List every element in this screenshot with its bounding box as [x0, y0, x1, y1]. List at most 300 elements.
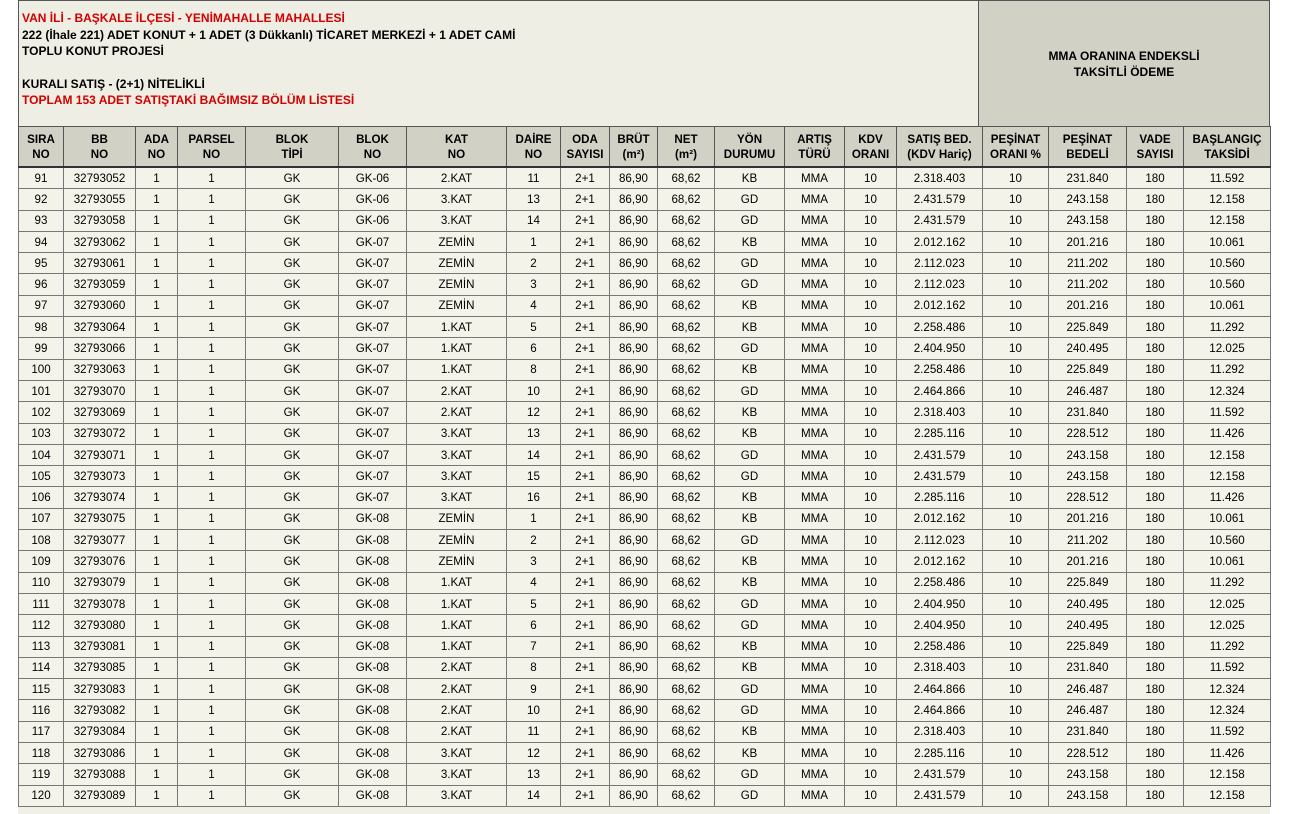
table-cell: 1.KAT: [407, 593, 507, 614]
table-cell: 2+1: [561, 338, 610, 359]
table-cell: 180: [1127, 444, 1184, 465]
table-cell: GK: [246, 636, 339, 657]
table-cell: MMA: [785, 189, 845, 210]
table-cell: 12.158: [1184, 444, 1271, 465]
table-cell: 2+1: [561, 253, 610, 274]
table-cell: 68,62: [658, 636, 715, 657]
table-cell: 3: [507, 274, 561, 295]
table-cell: 180: [1127, 764, 1184, 785]
table-cell: 10: [983, 274, 1049, 295]
table-cell: 8: [507, 657, 561, 678]
table-cell: 1: [178, 189, 246, 210]
table-cell: 86,90: [610, 721, 658, 742]
table-cell: 2+1: [561, 466, 610, 487]
table-cell: 68,62: [658, 700, 715, 721]
table-cell: 86,90: [610, 274, 658, 295]
table-cell: GK-08: [339, 593, 407, 614]
table-cell: 10: [507, 380, 561, 401]
table-cell: 11: [507, 721, 561, 742]
table-cell: 1: [178, 295, 246, 316]
table-row: [19, 679, 1271, 700]
table-cell: KB: [715, 359, 785, 380]
table-cell: 10: [983, 466, 1049, 487]
table-cell: 10: [845, 743, 897, 764]
table-cell: 32793074: [64, 487, 136, 508]
table-cell: 180: [1127, 657, 1184, 678]
table-cell: GK-07: [339, 380, 407, 401]
document-sheet: [18, 0, 1270, 814]
table-cell: 10: [983, 764, 1049, 785]
table-cell: 2.464.866: [897, 380, 983, 401]
table-cell: 3.KAT: [407, 423, 507, 444]
table-cell: GK-07: [339, 402, 407, 423]
table-cell: GK-07: [339, 317, 407, 338]
table-cell: MMA: [785, 274, 845, 295]
table-cell: 1: [178, 508, 246, 529]
table-cell: MMA: [785, 317, 845, 338]
column-header: SATIŞ BED. (KDV Hariç): [897, 127, 983, 168]
table-cell: 11.292: [1184, 636, 1271, 657]
table-cell: 10: [845, 380, 897, 401]
table-cell: 246.487: [1049, 380, 1127, 401]
table-cell: 1: [136, 508, 178, 529]
table-cell: 11.426: [1184, 487, 1271, 508]
table-cell: 1: [178, 615, 246, 636]
table-cell: 1: [136, 466, 178, 487]
table-cell: GK: [246, 295, 339, 316]
table-cell: 2+1: [561, 317, 610, 338]
table-cell: 68,62: [658, 743, 715, 764]
table-cell: 2.KAT: [407, 679, 507, 700]
table-cell: 1: [178, 338, 246, 359]
table-cell: MMA: [785, 380, 845, 401]
table-row: [19, 636, 1271, 657]
table-cell: 1.KAT: [407, 615, 507, 636]
table-cell: 201.216: [1049, 508, 1127, 529]
column-header: ARTIŞ TÜRÜ: [785, 127, 845, 168]
table-cell: 68,62: [658, 317, 715, 338]
table-cell: MMA: [785, 636, 845, 657]
table-cell: 68,62: [658, 444, 715, 465]
table-cell: 32793088: [64, 764, 136, 785]
column-header: BB NO: [64, 127, 136, 168]
table-cell: 2+1: [561, 402, 610, 423]
table-cell: MMA: [785, 466, 845, 487]
project-type: TOPLU KONUT PROJESİ: [22, 44, 164, 58]
table-row: [19, 700, 1271, 721]
table-cell: 180: [1127, 679, 1184, 700]
column-header: BLOK NO: [339, 127, 407, 168]
table-cell: 10: [845, 338, 897, 359]
table-cell: 68,62: [658, 338, 715, 359]
table-cell: 2+1: [561, 615, 610, 636]
table-cell: 1: [136, 530, 178, 551]
table-cell: GK: [246, 572, 339, 593]
table-cell: 7: [507, 636, 561, 657]
table-cell: 68,62: [658, 253, 715, 274]
table-cell: 3: [507, 551, 561, 572]
table-cell: MMA: [785, 657, 845, 678]
table-cell: MMA: [785, 593, 845, 614]
table-cell: 100: [19, 359, 64, 380]
table-cell: 228.512: [1049, 487, 1127, 508]
table-cell: 240.495: [1049, 593, 1127, 614]
table-cell: 2+1: [561, 721, 610, 742]
table-cell: 68,62: [658, 721, 715, 742]
table-cell: 32793064: [64, 317, 136, 338]
table-cell: GK: [246, 679, 339, 700]
table-cell: GD: [715, 253, 785, 274]
table-cell: 14: [507, 444, 561, 465]
table-row: [19, 423, 1271, 444]
table-cell: 2+1: [561, 530, 610, 551]
table-cell: GK-08: [339, 615, 407, 636]
table-cell: 180: [1127, 167, 1184, 189]
table-cell: 2.431.579: [897, 785, 983, 806]
table-cell: 10: [845, 657, 897, 678]
table-cell: 1: [178, 636, 246, 657]
table-cell: 1: [136, 593, 178, 614]
table-cell: 1: [136, 295, 178, 316]
table-cell: 68,62: [658, 679, 715, 700]
table-cell: 1: [136, 359, 178, 380]
table-cell: KB: [715, 636, 785, 657]
table-cell: GK-08: [339, 636, 407, 657]
table-cell: 32793071: [64, 444, 136, 465]
table-cell: 225.849: [1049, 636, 1127, 657]
table-cell: 6: [507, 615, 561, 636]
table-cell: 32793059: [64, 274, 136, 295]
table-cell: GK-08: [339, 572, 407, 593]
table-cell: 12.324: [1184, 700, 1271, 721]
table-cell: GK-07: [339, 274, 407, 295]
table-cell: 1: [136, 551, 178, 572]
table-row: [19, 551, 1271, 572]
table-cell: 101: [19, 380, 64, 401]
table-header-row: [19, 127, 1271, 168]
table-cell: 180: [1127, 636, 1184, 657]
table-row: [19, 657, 1271, 678]
table-cell: 211.202: [1049, 253, 1127, 274]
table-cell: KB: [715, 657, 785, 678]
table-cell: GK: [246, 593, 339, 614]
table-cell: 180: [1127, 210, 1184, 231]
table-cell: 1: [178, 679, 246, 700]
table-cell: 180: [1127, 743, 1184, 764]
table-cell: 32793079: [64, 572, 136, 593]
table-cell: 1: [178, 359, 246, 380]
table-cell: GK-07: [339, 253, 407, 274]
table-cell: MMA: [785, 785, 845, 806]
table-cell: 10: [845, 402, 897, 423]
table-cell: 201.216: [1049, 231, 1127, 252]
table-cell: 2+1: [561, 210, 610, 231]
table-cell: 1: [178, 274, 246, 295]
table-cell: 1: [136, 317, 178, 338]
table-cell: 12: [507, 402, 561, 423]
table-cell: 13: [507, 189, 561, 210]
table-row: [19, 530, 1271, 551]
table-cell: GK-07: [339, 338, 407, 359]
table-cell: GK: [246, 317, 339, 338]
table-cell: GK: [246, 700, 339, 721]
table-cell: 10: [983, 593, 1049, 614]
table-cell: 2.431.579: [897, 764, 983, 785]
table-cell: 32793089: [64, 785, 136, 806]
table-cell: 2+1: [561, 743, 610, 764]
table-cell: 10: [845, 636, 897, 657]
table-cell: GK: [246, 380, 339, 401]
table-cell: 116: [19, 700, 64, 721]
table-cell: MMA: [785, 764, 845, 785]
table-cell: 32793084: [64, 721, 136, 742]
table-cell: 10: [845, 189, 897, 210]
table-cell: 1: [136, 274, 178, 295]
table-cell: 1: [178, 721, 246, 742]
table-cell: 180: [1127, 572, 1184, 593]
table-cell: KB: [715, 551, 785, 572]
table-cell: GK: [246, 508, 339, 529]
table-cell: 10.560: [1184, 274, 1271, 295]
table-cell: 2.404.950: [897, 593, 983, 614]
table-cell: 225.849: [1049, 572, 1127, 593]
table-cell: 10: [845, 764, 897, 785]
table-cell: 243.158: [1049, 764, 1127, 785]
table-cell: 11.592: [1184, 657, 1271, 678]
table-cell: 201.216: [1049, 551, 1127, 572]
table-cell: 10: [983, 317, 1049, 338]
table-cell: 98: [19, 317, 64, 338]
table-cell: 86,90: [610, 657, 658, 678]
table-cell: GK: [246, 359, 339, 380]
table-cell: 1: [136, 487, 178, 508]
table-cell: 12.025: [1184, 593, 1271, 614]
table-cell: GD: [715, 189, 785, 210]
table-cell: KB: [715, 317, 785, 338]
table-cell: GK-08: [339, 551, 407, 572]
column-header: ADA NO: [136, 127, 178, 168]
table-cell: 180: [1127, 487, 1184, 508]
table-cell: 1: [136, 402, 178, 423]
table-cell: 243.158: [1049, 466, 1127, 487]
table-cell: 1: [178, 466, 246, 487]
table-cell: 243.158: [1049, 189, 1127, 210]
table-cell: MMA: [785, 530, 845, 551]
table-cell: GD: [715, 380, 785, 401]
table-row: [19, 317, 1271, 338]
table-cell: 3.KAT: [407, 764, 507, 785]
table-cell: MMA: [785, 508, 845, 529]
column-header: BAŞLANGIÇ TAKSİDİ: [1184, 127, 1271, 168]
table-cell: MMA: [785, 743, 845, 764]
table-cell: 86,90: [610, 295, 658, 316]
table-cell: 1: [136, 743, 178, 764]
table-cell: 110: [19, 572, 64, 593]
column-header: KAT NO: [407, 127, 507, 168]
column-header: ODA SAYISI: [561, 127, 610, 168]
table-cell: 92: [19, 189, 64, 210]
table-cell: 86,90: [610, 167, 658, 189]
table-cell: 10: [845, 615, 897, 636]
table-cell: 180: [1127, 551, 1184, 572]
table-cell: 180: [1127, 359, 1184, 380]
table-cell: MMA: [785, 359, 845, 380]
table-cell: 1: [136, 657, 178, 678]
table-cell: GK: [246, 189, 339, 210]
table-cell: 86,90: [610, 189, 658, 210]
table-cell: 10: [983, 508, 1049, 529]
table-cell: MMA: [785, 231, 845, 252]
table-cell: 1: [178, 423, 246, 444]
table-cell: GK: [246, 210, 339, 231]
table-cell: KB: [715, 487, 785, 508]
table-cell: MMA: [785, 402, 845, 423]
table-cell: 68,62: [658, 402, 715, 423]
table-cell: GK-07: [339, 444, 407, 465]
column-header: PEŞİNAT BEDELİ: [1049, 127, 1127, 168]
table-cell: 86,90: [610, 210, 658, 231]
table-cell: GK: [246, 274, 339, 295]
table-cell: 1: [178, 785, 246, 806]
table-row: [19, 359, 1271, 380]
table-cell: 2.318.403: [897, 167, 983, 189]
table-cell: 10: [983, 679, 1049, 700]
table-cell: 86,90: [610, 231, 658, 252]
table-cell: ZEMİN: [407, 274, 507, 295]
table-cell: 180: [1127, 231, 1184, 252]
table-cell: 2.112.023: [897, 253, 983, 274]
table-cell: 94: [19, 231, 64, 252]
table-cell: GK-08: [339, 721, 407, 742]
table-cell: 2.431.579: [897, 189, 983, 210]
table-cell: 2+1: [561, 444, 610, 465]
table-cell: 11.292: [1184, 317, 1271, 338]
document-header: [18, 0, 1270, 127]
table-cell: 1: [178, 551, 246, 572]
table-cell: 10: [983, 551, 1049, 572]
header-title-block: [19, 1, 979, 127]
table-cell: 68,62: [658, 785, 715, 806]
table-row: [19, 593, 1271, 614]
table-cell: 32793058: [64, 210, 136, 231]
table-cell: 68,62: [658, 210, 715, 231]
table-cell: 231.840: [1049, 657, 1127, 678]
table-cell: 1: [178, 530, 246, 551]
table-cell: 68,62: [658, 466, 715, 487]
table-cell: 1: [178, 743, 246, 764]
table-cell: 11: [507, 167, 561, 189]
table-cell: 32793075: [64, 508, 136, 529]
table-cell: 10: [983, 402, 1049, 423]
table-cell: 3.KAT: [407, 466, 507, 487]
table-row: [19, 253, 1271, 274]
table-cell: 115: [19, 679, 64, 700]
table-cell: MMA: [785, 700, 845, 721]
table-cell: MMA: [785, 679, 845, 700]
table-cell: 180: [1127, 189, 1184, 210]
table-row: [19, 785, 1271, 806]
table-cell: 10: [983, 572, 1049, 593]
table-cell: GK: [246, 402, 339, 423]
table-cell: 8: [507, 359, 561, 380]
table-row: [19, 615, 1271, 636]
table-cell: 10: [983, 423, 1049, 444]
table-cell: 2.318.403: [897, 402, 983, 423]
table-cell: 2+1: [561, 487, 610, 508]
table-cell: 10: [983, 657, 1049, 678]
table-cell: GK-08: [339, 700, 407, 721]
table-cell: MMA: [785, 487, 845, 508]
table-cell: 68,62: [658, 189, 715, 210]
table-cell: 11.592: [1184, 402, 1271, 423]
table-cell: 5: [507, 593, 561, 614]
table-cell: 32793077: [64, 530, 136, 551]
table-cell: 12.025: [1184, 338, 1271, 359]
table-row: [19, 764, 1271, 785]
table-cell: 118: [19, 743, 64, 764]
table-cell: 13: [507, 764, 561, 785]
table-cell: 68,62: [658, 508, 715, 529]
table-cell: 86,90: [610, 338, 658, 359]
table-cell: 10: [983, 743, 1049, 764]
table-cell: 12.158: [1184, 210, 1271, 231]
table-cell: 1: [136, 189, 178, 210]
table-cell: GK: [246, 487, 339, 508]
table-cell: 2+1: [561, 679, 610, 700]
table-cell: 86,90: [610, 253, 658, 274]
table-cell: 180: [1127, 380, 1184, 401]
table-cell: 10: [983, 636, 1049, 657]
table-row: [19, 487, 1271, 508]
table-cell: 10: [845, 508, 897, 529]
table-cell: 2+1: [561, 167, 610, 189]
table-cell: 10.061: [1184, 295, 1271, 316]
table-cell: GK: [246, 785, 339, 806]
table-cell: 86,90: [610, 380, 658, 401]
table-cell: 1: [136, 338, 178, 359]
table-cell: 32793082: [64, 700, 136, 721]
table-cell: 108: [19, 530, 64, 551]
table-cell: 1: [136, 380, 178, 401]
table-cell: 12.158: [1184, 189, 1271, 210]
table-cell: 180: [1127, 338, 1184, 359]
table-cell: 1: [178, 253, 246, 274]
table-cell: ZEMİN: [407, 231, 507, 252]
table-cell: GK: [246, 167, 339, 189]
table-cell: GD: [715, 679, 785, 700]
table-cell: 10: [845, 785, 897, 806]
table-cell: 201.216: [1049, 295, 1127, 316]
table-cell: 2+1: [561, 551, 610, 572]
table-cell: 2.KAT: [407, 167, 507, 189]
table-cell: 10: [845, 593, 897, 614]
table-cell: 1: [136, 764, 178, 785]
table-cell: 2.258.486: [897, 572, 983, 593]
table-cell: 2.464.866: [897, 679, 983, 700]
table-cell: 10.061: [1184, 508, 1271, 529]
table-cell: 86,90: [610, 700, 658, 721]
table-cell: 5: [507, 317, 561, 338]
table-cell: 240.495: [1049, 338, 1127, 359]
table-cell: 119: [19, 764, 64, 785]
table-cell: 10: [845, 530, 897, 551]
table-cell: 1.KAT: [407, 636, 507, 657]
table-cell: 95: [19, 253, 64, 274]
column-header: DAİRE NO: [507, 127, 561, 168]
table-cell: GK: [246, 721, 339, 742]
table-cell: GK: [246, 253, 339, 274]
table-cell: GK-08: [339, 679, 407, 700]
